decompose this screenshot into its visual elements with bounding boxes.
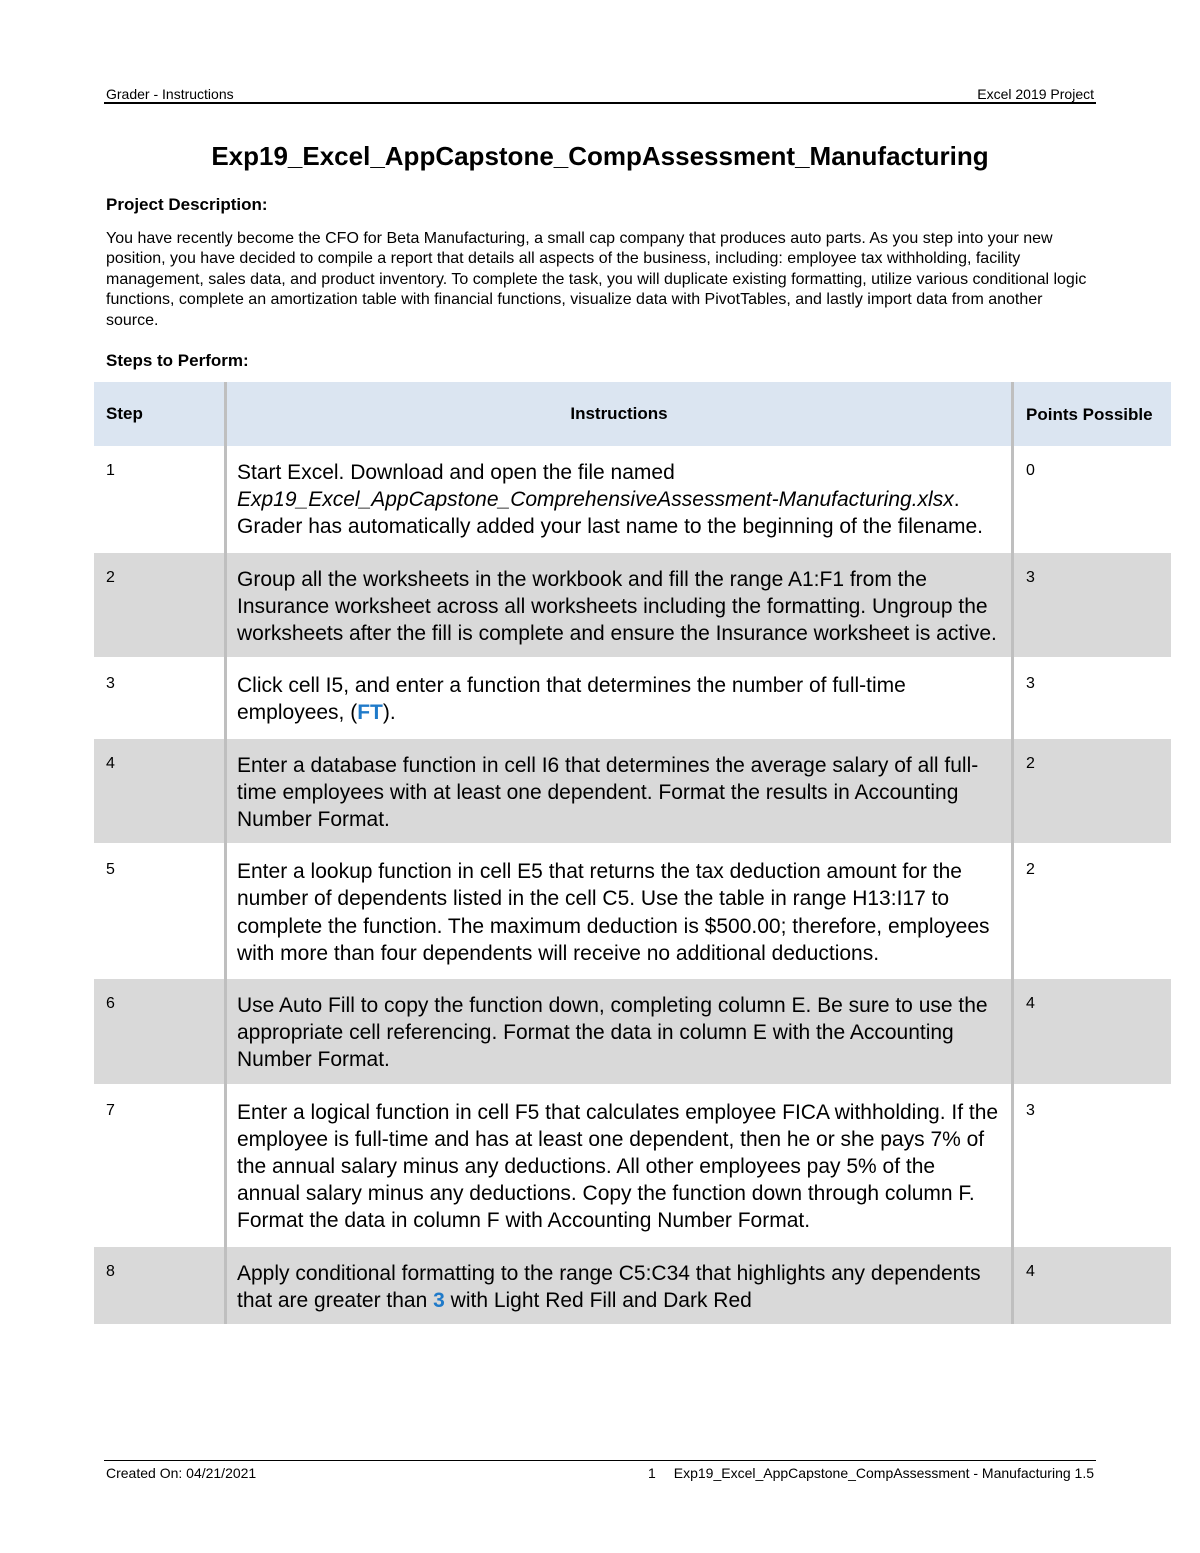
step-instructions: Use Auto Fill to copy the function down, completing column E. Be sure to use the appropriate cell referencing. Format the data in column E with the Accounting Number Format. xyxy=(226,978,1013,1085)
step-points: 2 xyxy=(1013,738,1172,845)
step-points: 3 xyxy=(1013,1085,1172,1246)
step-instructions xyxy=(226,1246,1013,1324)
highlighted-value: FT xyxy=(357,701,383,725)
step-number: 4 xyxy=(94,738,226,845)
step-number: 3 xyxy=(94,658,226,737)
footer-doc-name: Exp19_Excel_AppCapstone_CompAssessment - Manufacturing 1.5 xyxy=(673,1465,1094,1481)
file-name: Exp19_Excel_AppCapstone_ComprehensiveAssessment-Manufacturing.xlsx xyxy=(237,488,954,512)
highlighted-value: 3 xyxy=(433,1288,445,1312)
header-instructions: Instructions xyxy=(226,382,1013,446)
document-title: Exp19_Excel_AppCapstone_CompAssessment_Manufacturing xyxy=(211,141,989,171)
page-number: 1 xyxy=(647,1465,656,1481)
step-points: 4 xyxy=(1013,978,1172,1085)
steps-heading: Steps to Perform: xyxy=(106,351,249,370)
table-row xyxy=(94,552,1171,659)
project-description-heading: Project Description: xyxy=(106,195,268,214)
table-header-row xyxy=(94,382,1171,446)
step-instructions: Enter a lookup function in cell E5 that returns the tax deduction amount for the number of dependents listed in the cell C5. Use the table in range H13:I17 to complete the function. The maximum deduction is $500.00; therefore, employees with more than four dependents will receive no additional deductions. xyxy=(226,844,1013,978)
step-number: 1 xyxy=(94,446,226,552)
step-points: 2 xyxy=(1013,844,1172,978)
step-number: 5 xyxy=(94,844,226,978)
header-points: Points Possible xyxy=(1013,382,1172,446)
header-right: Excel 2019 Project xyxy=(977,86,1094,102)
table-row xyxy=(94,1085,1171,1246)
header-divider xyxy=(104,102,1096,104)
step-instructions: Enter a database function in cell I6 that determines the average salary of all full-time employees with at least one dependent. Format the results in Accounting Number Format. xyxy=(226,738,1013,845)
instr-text: with Light Red Fill and Dark Red xyxy=(444,1288,752,1312)
table-row xyxy=(94,978,1171,1085)
table-row xyxy=(94,658,1171,737)
step-number: 8 xyxy=(94,1246,226,1324)
header-step: Step xyxy=(94,382,226,446)
step-number: 7 xyxy=(94,1085,226,1246)
table-row xyxy=(94,844,1171,978)
instr-text: . Grader has automatically added your last name to the beginning of the filename. xyxy=(237,488,983,539)
instr-text: Apply conditional formatting to the range C5:C34 that highlights any dependents that are greater than xyxy=(237,1261,981,1312)
step-instructions: Group all the worksheets in the workbook and fill the range A1:F1 from the Insurance worksheet across all worksheets including the formatting. Ungroup the worksheets after the fill is complete and ensure the Insurance worksheet is active. xyxy=(226,552,1013,659)
step-points: 0 xyxy=(1013,446,1172,552)
table-row xyxy=(94,1246,1171,1324)
steps-table xyxy=(94,382,1171,1324)
step-points: 3 xyxy=(1013,552,1172,659)
instr-text: Start Excel. Download and open the file named xyxy=(237,461,675,484)
step-instructions xyxy=(226,446,1013,552)
step-number: 6 xyxy=(94,978,226,1085)
step-points: 3 xyxy=(1013,658,1172,737)
table-row xyxy=(94,738,1171,845)
page-header xyxy=(106,82,1094,102)
project-description-text: You have recently become the CFO for Beta Manufacturing, a small cap company that produces auto parts. As you step into your new position, you have decided to compile a report that details all aspects of the business, including: employee tax withholding, facility management, sales data, and product inventory. To complete the task, you will duplicate existing formatting, utilize various conditional logic functions, complete an amortization table with financial functions, visualize data with PivotTables, and lastly import data from another source. xyxy=(106,230,1087,329)
step-instructions xyxy=(226,658,1013,737)
table-row xyxy=(94,446,1171,552)
footer-created: Created On: 04/21/2021 xyxy=(106,1465,257,1481)
instr-text: ). xyxy=(382,701,396,725)
header-left: Grader - Instructions xyxy=(106,86,234,102)
step-number: 2 xyxy=(94,552,226,659)
step-points: 4 xyxy=(1013,1246,1172,1324)
step-instructions: Enter a logical function in cell F5 that calculates employee FICA withholding. If the employee is full-time and has at least one dependent, then he or she pays 7% of the annual salary minus any deductions. All other employees pay 5% of the annual salary minus any deductions. Copy the function down through column F. Format the data in column F with Accounting Number Format. xyxy=(226,1085,1013,1246)
footer-right xyxy=(648,1465,1094,1481)
instr-text: Click cell I5, and enter a function that determines the number of full-time employees, ( xyxy=(237,674,906,725)
footer-divider xyxy=(104,1460,1096,1461)
project-description xyxy=(106,229,1096,331)
